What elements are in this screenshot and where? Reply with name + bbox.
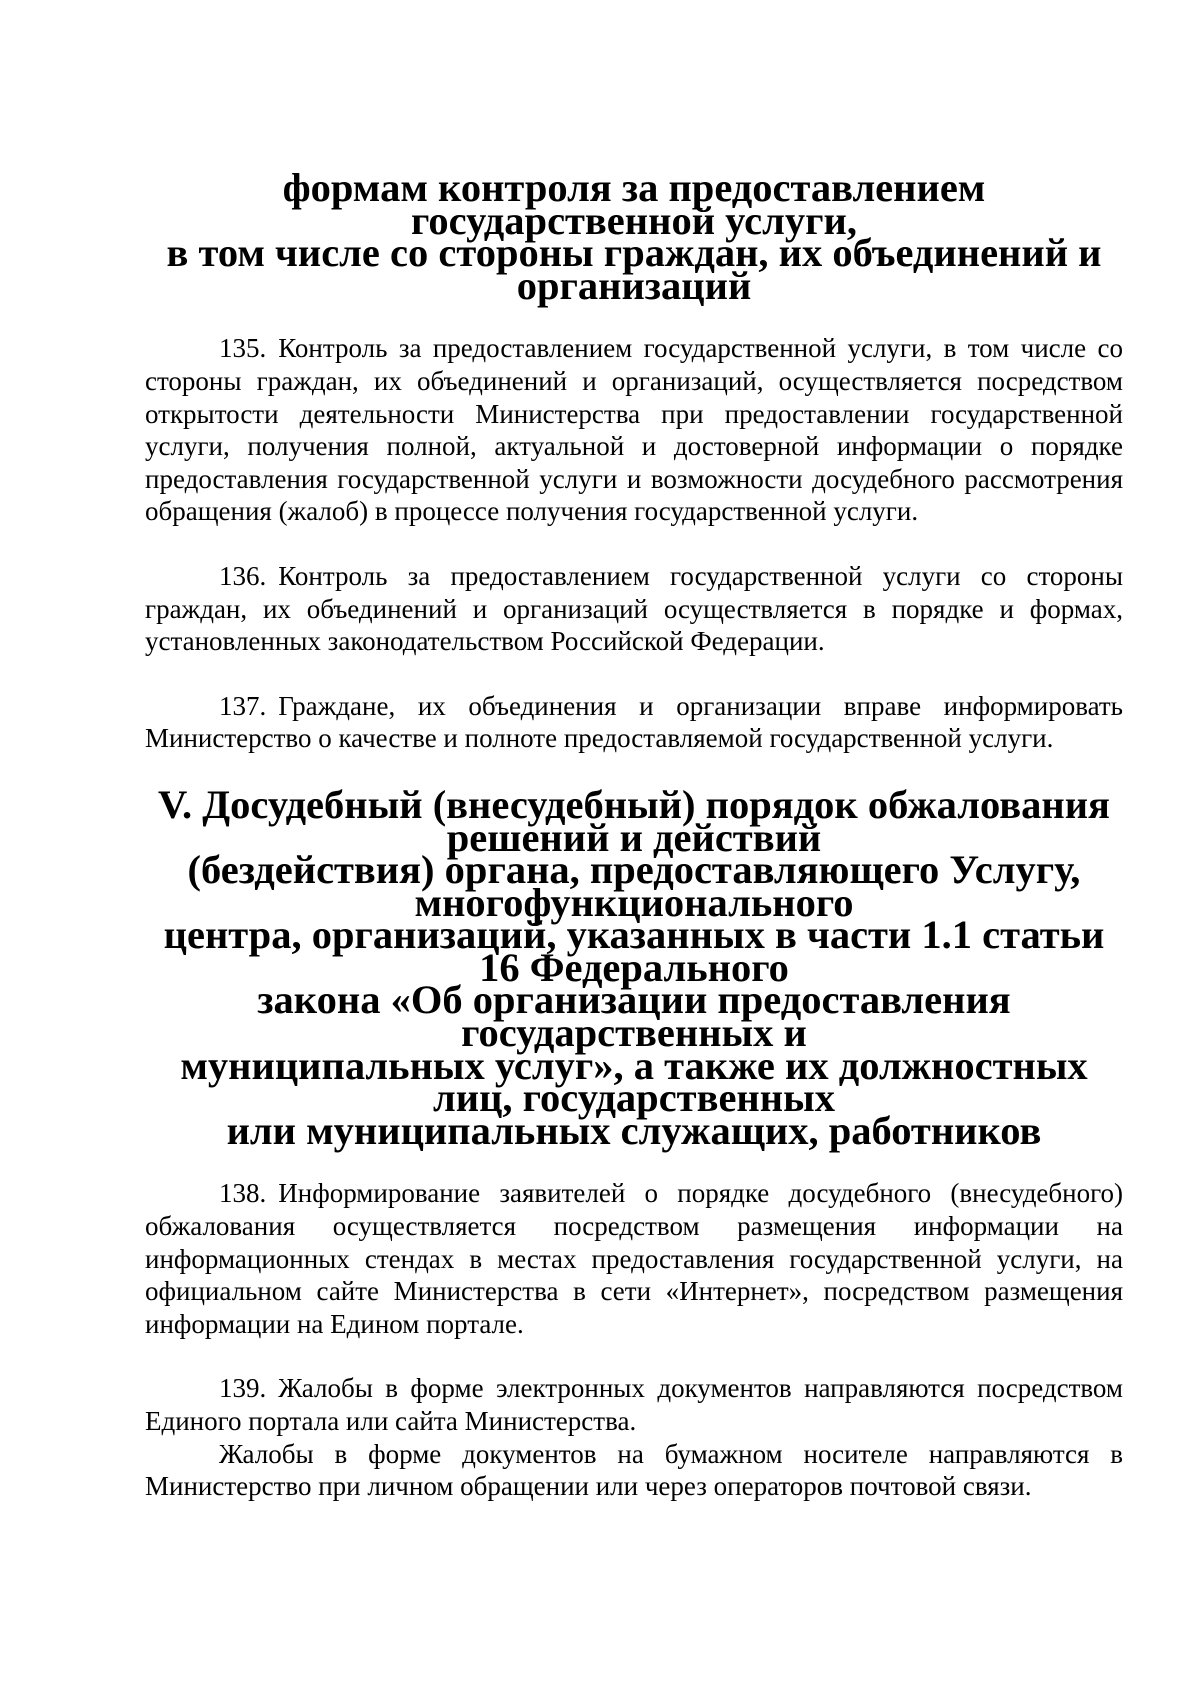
section-heading-line: закона «Об организации предоставления государственных и — [257, 977, 1011, 1056]
paragraph-135 — [145, 332, 1123, 528]
paragraph-text: Жалобы в форме электронных документов направляются посредством Единого портала или сайта Министерства. — [145, 1373, 1123, 1436]
paragraph-number: 139. — [219, 1373, 267, 1404]
section-heading-line: или муниципальных служащих, работников — [226, 1107, 1042, 1153]
paragraph-137 — [145, 690, 1123, 755]
paragraph-number: 136. — [219, 560, 267, 591]
document-content — [145, 165, 1123, 1503]
paragraph-text: Жалобы в форме документов на бумажном носителе направляются в Министерство при личном обращении или через операторов почтовой связи. — [145, 1438, 1123, 1502]
paragraph-136 — [145, 560, 1123, 658]
paragraph-139-continued — [145, 1438, 1123, 1503]
subsection-heading — [145, 165, 1123, 308]
paragraph-139 — [145, 1372, 1123, 1437]
paragraph-138 — [145, 1177, 1123, 1340]
paragraph-number: 137. — [219, 690, 267, 721]
subsection-heading-line: формам контроля за предоставлением государственной услуги, — [282, 165, 986, 243]
paragraph-number: 138. — [219, 1178, 267, 1209]
section-heading-line: центра, организаций, указанных в части 1.1 статьи 16 Федерального — [163, 912, 1105, 990]
subsection-heading-line: в том числе со стороны граждан, их объединений и организаций — [166, 230, 1102, 308]
paragraph-number: 135. — [219, 333, 267, 364]
paragraph-text: Контроль за предоставлением государственной услуги, в том числе со стороны граждан, их объединений и организаций, осуществляется посредством открытости деятельности Министерства при предоставлении государственной услуги, получения полной, актуальной и достоверной информации о порядке предоставления государственной услуги и возможности досудебного рассмотрения обращения (жалоб) в процессе получения государственной услуги. — [145, 333, 1123, 527]
paragraph-text: Граждане, их объединения и организации вправе информировать Министерство о качестве и полноте предоставляемой государственной услуги. — [145, 690, 1123, 754]
paragraph-text: Информирование заявителей о порядке досудебного (внесудебного) обжалования осуществляется посредством размещения информации на информационных стендах в местах предоставления государственной услуги, на официальном сайте Министерства в сети «Интернет», посредством размещения информации на Едином портале. — [145, 1178, 1123, 1339]
section-heading-line: муниципальных услуг», а также их должностных лиц, государственных — [180, 1042, 1088, 1121]
section-heading-line: V. Досудебный (внесудебный) порядок обжалования решений и действий — [158, 781, 1110, 860]
paragraph-text: Контроль за предоставлением государственной услуги со стороны граждан, их объединений и организаций осуществляется в порядке и формах, установленных законодательством Российской Федерации. — [145, 560, 1123, 657]
section-heading-line: (бездействия) органа, предоставляющего Услугу, многофункционального — [187, 847, 1081, 925]
section-heading — [145, 781, 1123, 1153]
